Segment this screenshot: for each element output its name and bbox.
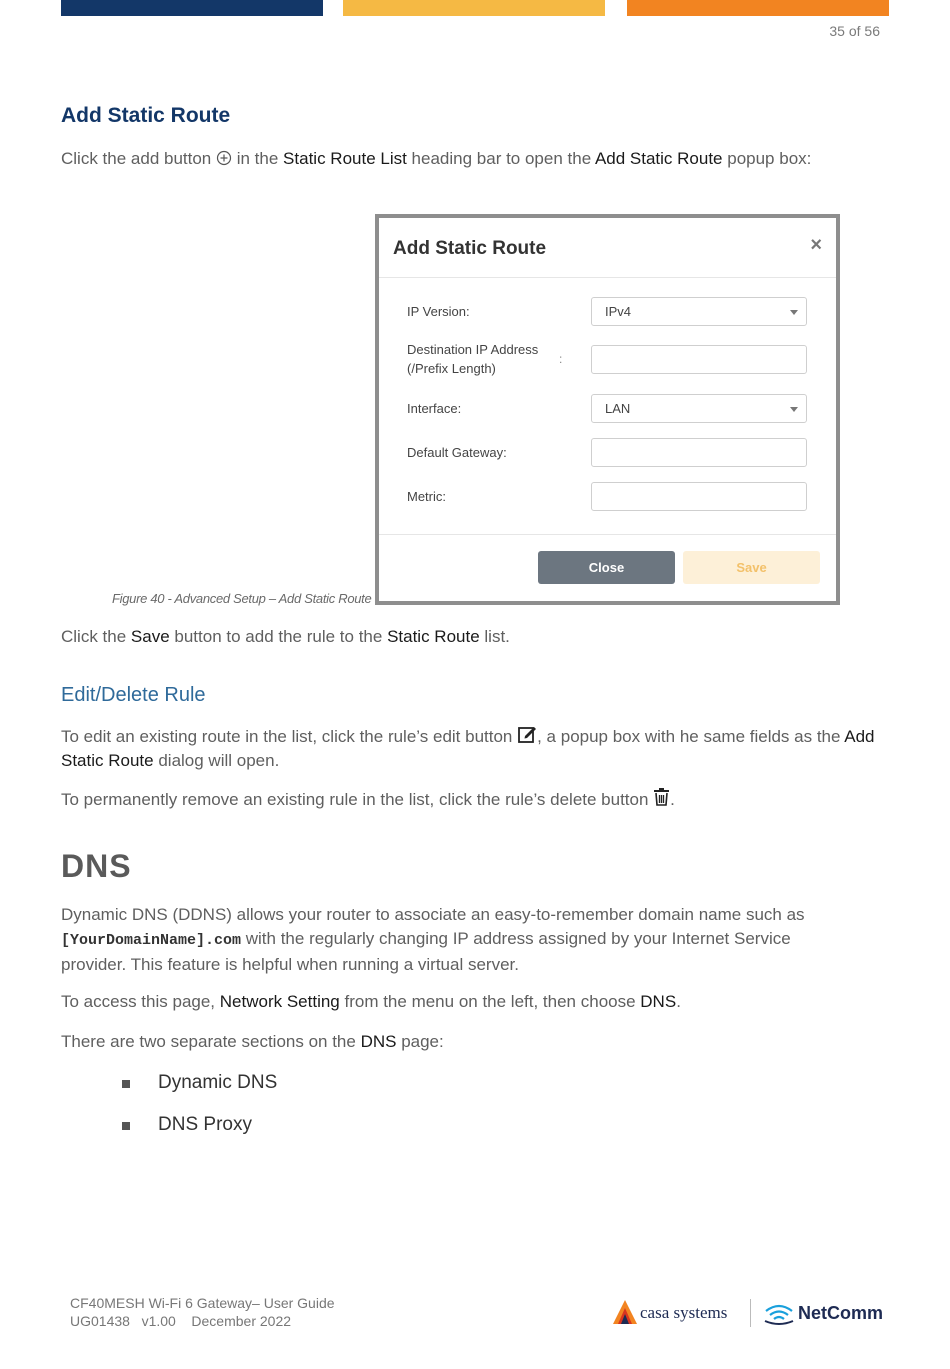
trash-icon	[653, 787, 670, 807]
list-item-dynamic-dns: Dynamic DNS	[158, 1072, 278, 1093]
chevron-down-icon	[790, 310, 798, 315]
metric-label: Metric:	[407, 489, 446, 504]
domain-example: [YourDomainName].com	[61, 932, 242, 949]
bullet-icon	[122, 1122, 130, 1130]
edit-icon	[517, 724, 537, 744]
header-bar-navy	[61, 0, 323, 16]
section-title-dns: DNS	[61, 848, 132, 884]
dns-paragraph-3: There are two separate sections on the DNS page:	[61, 1032, 444, 1051]
chevron-down-icon	[790, 407, 798, 412]
dns-paragraph-2: To access this page, Network Setting from the menu on the left, then choose DNS.	[61, 992, 681, 1011]
casa-systems-logo-text: casa systems	[640, 1303, 728, 1322]
ip-version-select[interactable]	[591, 297, 807, 326]
netcomm-wifi-logo-icon	[764, 1301, 794, 1327]
interface-label: Interface:	[407, 401, 462, 416]
ip-version-value: IPv4	[605, 304, 632, 319]
header-bar-yellow	[343, 0, 605, 16]
destination-label: Destination IP Address (/Prefix Length)	[407, 342, 539, 376]
destination-colon: :	[559, 352, 563, 366]
destination-ip-input[interactable]	[591, 345, 807, 374]
delete-paragraph: To permanently remove an existing rule in the list, click the rule’s delete button .	[61, 787, 891, 812]
intro-paragraph: Click the add button in the Static Route List heading bar to open the Add Static Route popup box:	[61, 149, 812, 168]
intro-text-a: Click the add button	[61, 149, 212, 168]
header-bar-orange	[627, 0, 889, 16]
gateway-label: Default Gateway:	[407, 445, 507, 460]
dialog	[379, 218, 836, 601]
dialog-header	[379, 218, 836, 278]
save-button[interactable]: Save	[683, 551, 820, 584]
list-item-dns-proxy: DNS Proxy	[158, 1114, 252, 1135]
dns-paragraph-1: Dynamic DNS (DDNS) allows your router to associate an easy-to-remember domain name such as [YourDomainName].com with the regularly changing IP address assigned by your Internet Service provider. This feature is helpful when running a virtual server.	[61, 905, 805, 974]
figure-caption: Figure 40 - Advanced Setup – Add Static Route	[112, 591, 372, 606]
save-paragraph: Click the Save button to add the rule to the Static Route list.	[61, 627, 510, 646]
footer-doc-info: UG01438 v1.00 December 2022	[70, 1313, 292, 1329]
section-title-add-static-route: Add Static Route	[61, 104, 231, 127]
netcomm-logo-text: NetComm	[798, 1303, 884, 1323]
page-number: 35 of 56	[829, 23, 880, 39]
dialog-title: Add Static Route	[393, 238, 547, 259]
metric-input[interactable]	[591, 482, 807, 511]
section-title-edit-delete: Edit/Delete Rule	[61, 684, 206, 706]
close-icon[interactable]: ×	[810, 234, 822, 256]
close-button[interactable]: Close	[538, 551, 675, 584]
add-circle-icon	[216, 150, 232, 166]
edit-paragraph: To edit an existing route in the list, click the rule’s edit button , a popup box with he same fields as the Add Static Route dialog will open.	[61, 724, 891, 773]
casa-systems-logo-icon	[612, 1299, 638, 1325]
logo-divider	[750, 1299, 751, 1327]
interface-value: LAN	[605, 401, 631, 416]
gateway-input[interactable]	[591, 438, 807, 467]
footer-guide-title: CF40MESH Wi-Fi 6 Gateway– User Guide	[70, 1295, 335, 1311]
footer-logos	[612, 1297, 884, 1329]
dialog-footer-divider	[379, 534, 836, 535]
bullet-icon	[122, 1080, 130, 1088]
add-static-route-dialog-screenshot	[375, 214, 840, 605]
ip-version-label: IP Version:	[407, 304, 470, 319]
interface-select[interactable]	[591, 394, 807, 423]
